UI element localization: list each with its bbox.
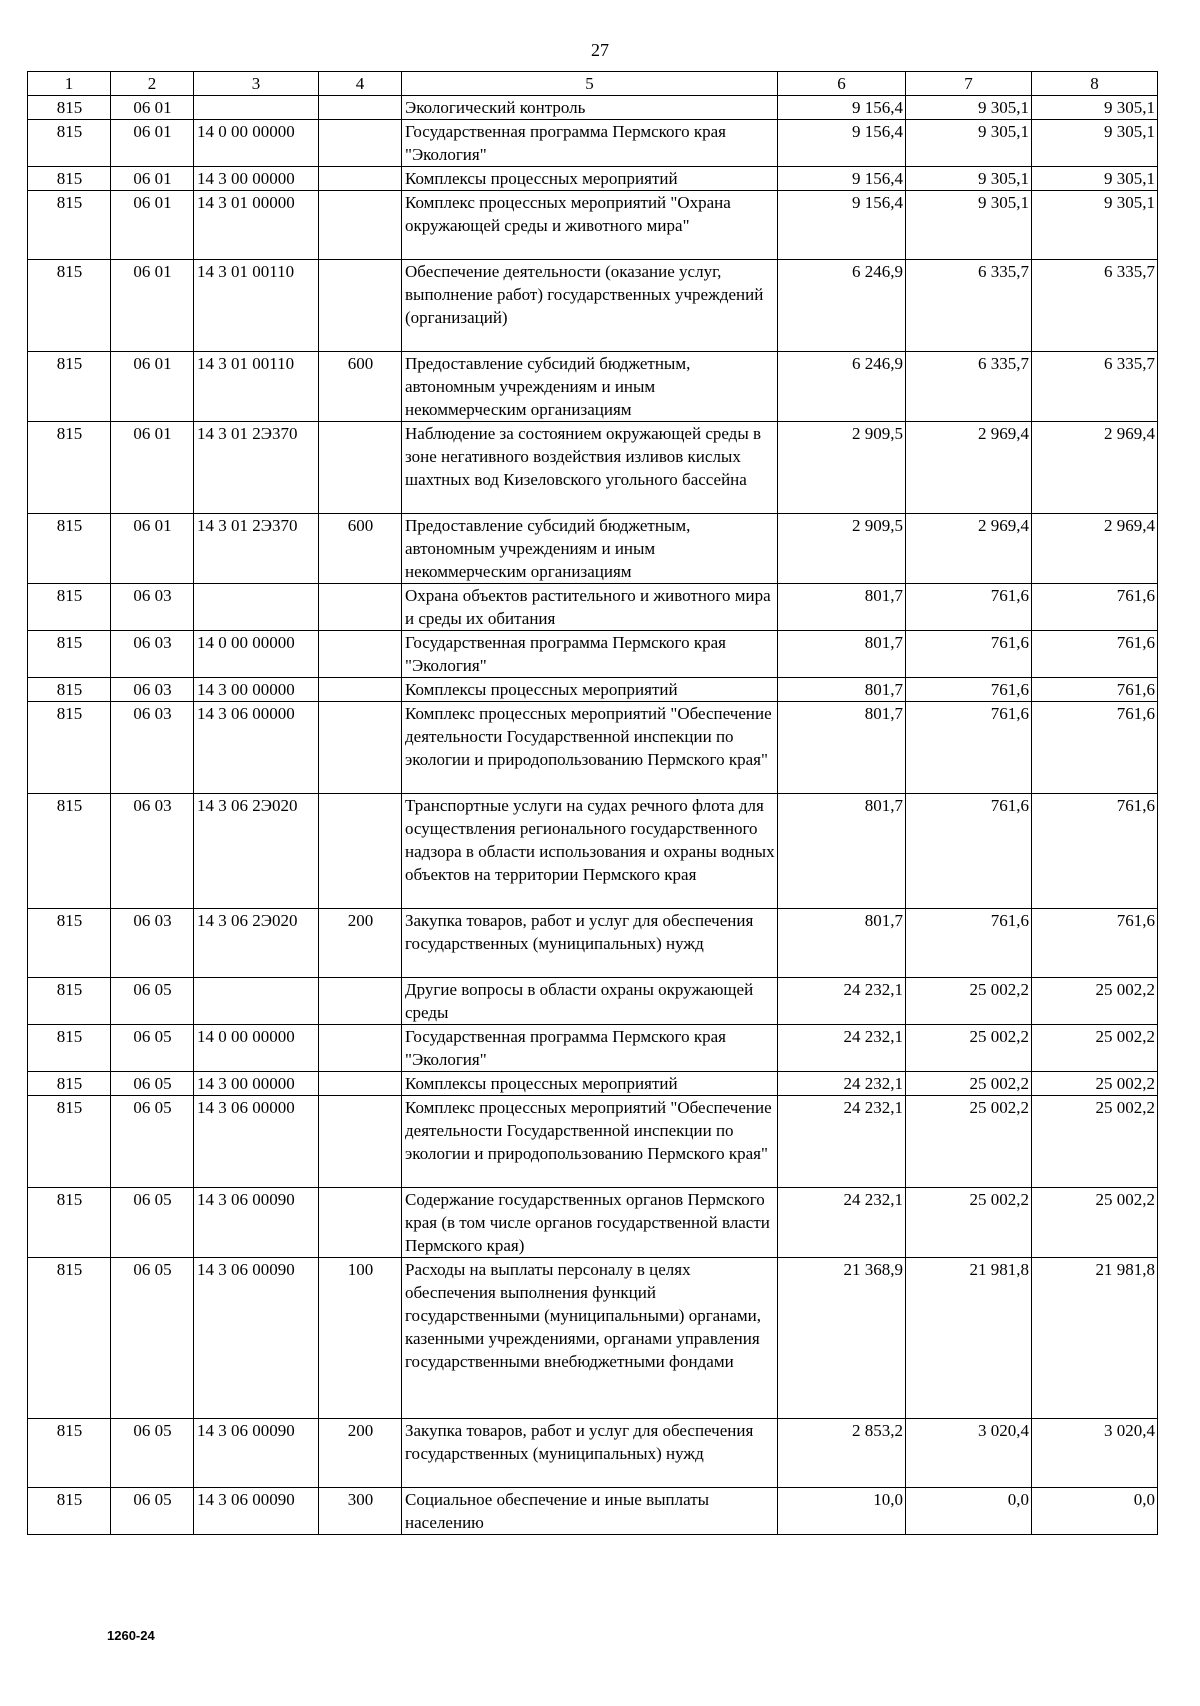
- section-code-cell: 06 03: [111, 702, 194, 794]
- description-cell: Предоставление субсидий бюджетным, автономным учреждениям и иным некоммерческим организациям: [402, 514, 778, 584]
- kvsr-code-cell: 815: [28, 1488, 111, 1535]
- column-header-8: 8: [1032, 72, 1158, 96]
- table-row: [28, 422, 1158, 514]
- amount-year2-cell: 2 969,4: [906, 514, 1032, 584]
- amount-year3-cell: 761,6: [1032, 631, 1158, 678]
- amount-year3-cell: 9 305,1: [1032, 191, 1158, 260]
- amount-year3-cell: 0,0: [1032, 1488, 1158, 1535]
- header-row: [28, 72, 1158, 96]
- expense-type-cell: 200: [319, 1419, 402, 1488]
- description-cell: Комплекс процессных мероприятий "Обеспечение деятельности Государственной инспекции по экологии и природопользованию Пермского края": [402, 702, 778, 794]
- kvsr-code-cell: 815: [28, 1025, 111, 1072]
- section-code-cell: 06 05: [111, 1488, 194, 1535]
- amount-year2-cell: 25 002,2: [906, 1096, 1032, 1188]
- table-row: [28, 1096, 1158, 1188]
- amount-year1-cell: 801,7: [778, 631, 906, 678]
- table-row: [28, 678, 1158, 702]
- section-code-cell: 06 03: [111, 584, 194, 631]
- kvsr-code-cell: 815: [28, 702, 111, 794]
- expense-type-cell: [319, 167, 402, 191]
- amount-year1-cell: 9 156,4: [778, 96, 906, 120]
- target-article-cell: 14 3 06 00090: [194, 1488, 319, 1535]
- kvsr-code-cell: 815: [28, 978, 111, 1025]
- description-cell: Содержание государственных органов Пермского края (в том числе органов государственной власти Пермского края): [402, 1188, 778, 1258]
- description-cell: Обеспечение деятельности (оказание услуг, выполнение работ) государственных учреждений (организаций): [402, 260, 778, 352]
- section-code-cell: 06 03: [111, 631, 194, 678]
- kvsr-code-cell: 815: [28, 909, 111, 978]
- expense-type-cell: [319, 1188, 402, 1258]
- amount-year2-cell: 25 002,2: [906, 1072, 1032, 1096]
- amount-year2-cell: 9 305,1: [906, 167, 1032, 191]
- section-code-cell: 06 05: [111, 1419, 194, 1488]
- amount-year1-cell: 801,7: [778, 794, 906, 909]
- amount-year2-cell: 6 335,7: [906, 352, 1032, 422]
- expense-type-cell: [319, 1096, 402, 1188]
- kvsr-code-cell: 815: [28, 191, 111, 260]
- target-article-cell: 14 3 01 2Э370: [194, 514, 319, 584]
- amount-year1-cell: 9 156,4: [778, 120, 906, 167]
- table-row: [28, 1488, 1158, 1535]
- table-row: [28, 191, 1158, 260]
- kvsr-code-cell: 815: [28, 120, 111, 167]
- description-cell: Комплекс процессных мероприятий "Обеспечение деятельности Государственной инспекции по экологии и природопользованию Пермского края": [402, 1096, 778, 1188]
- column-header-1: 1: [28, 72, 111, 96]
- kvsr-code-cell: 815: [28, 1072, 111, 1096]
- table-row: [28, 120, 1158, 167]
- table-row: [28, 631, 1158, 678]
- table-row: [28, 702, 1158, 794]
- amount-year3-cell: 761,6: [1032, 909, 1158, 978]
- amount-year2-cell: 2 969,4: [906, 422, 1032, 514]
- kvsr-code-cell: 815: [28, 1258, 111, 1419]
- expense-type-cell: [319, 678, 402, 702]
- table-row: [28, 1072, 1158, 1096]
- amount-year1-cell: 24 232,1: [778, 1096, 906, 1188]
- expense-type-cell: [319, 96, 402, 120]
- section-code-cell: 06 01: [111, 422, 194, 514]
- section-code-cell: 06 01: [111, 167, 194, 191]
- table-row: [28, 1025, 1158, 1072]
- description-cell: Комплексы процессных мероприятий: [402, 678, 778, 702]
- expense-type-cell: [319, 631, 402, 678]
- amount-year3-cell: 761,6: [1032, 678, 1158, 702]
- table-body: [28, 96, 1158, 1535]
- expense-type-cell: [319, 191, 402, 260]
- kvsr-code-cell: 815: [28, 514, 111, 584]
- description-cell: Охрана объектов растительного и животного мира и среды их обитания: [402, 584, 778, 631]
- amount-year3-cell: 25 002,2: [1032, 1025, 1158, 1072]
- amount-year2-cell: 761,6: [906, 631, 1032, 678]
- kvsr-code-cell: 815: [28, 422, 111, 514]
- amount-year2-cell: 25 002,2: [906, 1025, 1032, 1072]
- amount-year3-cell: 6 335,7: [1032, 352, 1158, 422]
- kvsr-code-cell: 815: [28, 260, 111, 352]
- target-article-cell: [194, 978, 319, 1025]
- table-row: [28, 794, 1158, 909]
- expense-type-cell: [319, 702, 402, 794]
- kvsr-code-cell: 815: [28, 631, 111, 678]
- column-header-4: 4: [319, 72, 402, 96]
- target-article-cell: 14 3 01 2Э370: [194, 422, 319, 514]
- section-code-cell: 06 03: [111, 678, 194, 702]
- amount-year1-cell: 21 368,9: [778, 1258, 906, 1419]
- expense-type-cell: [319, 120, 402, 167]
- column-header-7: 7: [906, 72, 1032, 96]
- amount-year3-cell: 25 002,2: [1032, 1188, 1158, 1258]
- amount-year3-cell: 3 020,4: [1032, 1419, 1158, 1488]
- description-cell: Предоставление субсидий бюджетным, автономным учреждениям и иным некоммерческим организациям: [402, 352, 778, 422]
- description-cell: Закупка товаров, работ и услуг для обеспечения государственных (муниципальных) нужд: [402, 1419, 778, 1488]
- expense-type-cell: 300: [319, 1488, 402, 1535]
- amount-year3-cell: 25 002,2: [1032, 1072, 1158, 1096]
- amount-year1-cell: 24 232,1: [778, 1072, 906, 1096]
- target-article-cell: 14 3 06 2Э020: [194, 909, 319, 978]
- amount-year3-cell: 21 981,8: [1032, 1258, 1158, 1419]
- table-row: [28, 352, 1158, 422]
- expense-type-cell: [319, 584, 402, 631]
- column-header-5: 5: [402, 72, 778, 96]
- budget-table: [27, 71, 1158, 1535]
- amount-year2-cell: 3 020,4: [906, 1419, 1032, 1488]
- column-header-2: 2: [111, 72, 194, 96]
- target-article-cell: 14 0 00 00000: [194, 120, 319, 167]
- target-article-cell: 14 0 00 00000: [194, 631, 319, 678]
- amount-year3-cell: 761,6: [1032, 584, 1158, 631]
- description-cell: Государственная программа Пермского края "Экология": [402, 1025, 778, 1072]
- amount-year1-cell: 9 156,4: [778, 191, 906, 260]
- amount-year1-cell: 6 246,9: [778, 260, 906, 352]
- target-article-cell: 14 3 01 00000: [194, 191, 319, 260]
- target-article-cell: 14 3 00 00000: [194, 1072, 319, 1096]
- section-code-cell: 06 05: [111, 1188, 194, 1258]
- section-code-cell: 06 05: [111, 1096, 194, 1188]
- expense-type-cell: [319, 1072, 402, 1096]
- target-article-cell: 14 3 06 00090: [194, 1188, 319, 1258]
- expense-type-cell: [319, 1025, 402, 1072]
- section-code-cell: 06 05: [111, 1072, 194, 1096]
- section-code-cell: 06 01: [111, 96, 194, 120]
- expense-type-cell: 200: [319, 909, 402, 978]
- target-article-cell: [194, 584, 319, 631]
- table-row: [28, 96, 1158, 120]
- section-code-cell: 06 05: [111, 1025, 194, 1072]
- target-article-cell: 14 3 01 00110: [194, 352, 319, 422]
- amount-year3-cell: 761,6: [1032, 794, 1158, 909]
- section-code-cell: 06 01: [111, 260, 194, 352]
- section-code-cell: 06 05: [111, 978, 194, 1025]
- kvsr-code-cell: 815: [28, 1188, 111, 1258]
- table-row: [28, 978, 1158, 1025]
- expense-type-cell: 600: [319, 514, 402, 584]
- amount-year3-cell: 25 002,2: [1032, 1096, 1158, 1188]
- kvsr-code-cell: 815: [28, 1096, 111, 1188]
- amount-year3-cell: 9 305,1: [1032, 167, 1158, 191]
- amount-year1-cell: 2 909,5: [778, 422, 906, 514]
- description-cell: Наблюдение за состоянием окружающей среды в зоне негативного воздействия изливов кислых шахтных вод Кизеловского угольного бассейна: [402, 422, 778, 514]
- amount-year2-cell: 761,6: [906, 702, 1032, 794]
- description-cell: Комплекс процессных мероприятий "Охрана окружающей среды и животного мира": [402, 191, 778, 260]
- amount-year1-cell: 2 853,2: [778, 1419, 906, 1488]
- table-row: [28, 584, 1158, 631]
- column-header-6: 6: [778, 72, 906, 96]
- amount-year2-cell: 21 981,8: [906, 1258, 1032, 1419]
- section-code-cell: 06 03: [111, 909, 194, 978]
- description-cell: Комплексы процессных мероприятий: [402, 1072, 778, 1096]
- kvsr-code-cell: 815: [28, 167, 111, 191]
- amount-year2-cell: 9 305,1: [906, 96, 1032, 120]
- amount-year2-cell: 25 002,2: [906, 978, 1032, 1025]
- section-code-cell: 06 03: [111, 794, 194, 909]
- amount-year2-cell: 6 335,7: [906, 260, 1032, 352]
- target-article-cell: 14 3 01 00110: [194, 260, 319, 352]
- table-row: [28, 1419, 1158, 1488]
- table-row: [28, 1258, 1158, 1419]
- section-code-cell: 06 01: [111, 352, 194, 422]
- amount-year1-cell: 2 909,5: [778, 514, 906, 584]
- description-cell: Другие вопросы в области охраны окружающей среды: [402, 978, 778, 1025]
- kvsr-code-cell: 815: [28, 678, 111, 702]
- amount-year2-cell: 761,6: [906, 794, 1032, 909]
- amount-year2-cell: 9 305,1: [906, 191, 1032, 260]
- amount-year1-cell: 6 246,9: [778, 352, 906, 422]
- section-code-cell: 06 01: [111, 191, 194, 260]
- amount-year1-cell: 801,7: [778, 584, 906, 631]
- table-row: [28, 909, 1158, 978]
- target-article-cell: 14 3 06 2Э020: [194, 794, 319, 909]
- amount-year2-cell: 761,6: [906, 584, 1032, 631]
- amount-year3-cell: 9 305,1: [1032, 120, 1158, 167]
- table-row: [28, 167, 1158, 191]
- amount-year1-cell: 801,7: [778, 678, 906, 702]
- description-cell: Транспортные услуги на судах речного флота для осуществления регионального государственного надзора в области использования и охраны водных объектов на территории Пермского края: [402, 794, 778, 909]
- description-cell: Закупка товаров, работ и услуг для обеспечения государственных (муниципальных) нужд: [402, 909, 778, 978]
- amount-year3-cell: 9 305,1: [1032, 96, 1158, 120]
- kvsr-code-cell: 815: [28, 584, 111, 631]
- kvsr-code-cell: 815: [28, 1419, 111, 1488]
- description-cell: Социальное обеспечение и иные выплаты населению: [402, 1488, 778, 1535]
- target-article-cell: 14 0 00 00000: [194, 1025, 319, 1072]
- page-number: 27: [591, 40, 609, 60]
- target-article-cell: 14 3 06 00090: [194, 1258, 319, 1419]
- amount-year2-cell: 761,6: [906, 909, 1032, 978]
- section-code-cell: 06 05: [111, 1258, 194, 1419]
- expense-type-cell: 100: [319, 1258, 402, 1419]
- document-code: 1260-24: [107, 1628, 155, 1643]
- amount-year2-cell: 25 002,2: [906, 1188, 1032, 1258]
- section-code-cell: 06 01: [111, 120, 194, 167]
- amount-year3-cell: 6 335,7: [1032, 260, 1158, 352]
- amount-year2-cell: 0,0: [906, 1488, 1032, 1535]
- target-article-cell: 14 3 06 00000: [194, 702, 319, 794]
- table-row: [28, 514, 1158, 584]
- table-row: [28, 1188, 1158, 1258]
- column-header-3: 3: [194, 72, 319, 96]
- description-cell: Комплексы процессных мероприятий: [402, 167, 778, 191]
- amount-year1-cell: 9 156,4: [778, 167, 906, 191]
- amount-year1-cell: 801,7: [778, 909, 906, 978]
- table-row: [28, 260, 1158, 352]
- section-code-cell: 06 01: [111, 514, 194, 584]
- description-cell: Государственная программа Пермского края "Экология": [402, 631, 778, 678]
- amount-year1-cell: 10,0: [778, 1488, 906, 1535]
- target-article-cell: 14 3 06 00090: [194, 1419, 319, 1488]
- expense-type-cell: 600: [319, 352, 402, 422]
- target-article-cell: 14 3 00 00000: [194, 678, 319, 702]
- amount-year3-cell: 25 002,2: [1032, 978, 1158, 1025]
- expense-type-cell: [319, 794, 402, 909]
- description-cell: Государственная программа Пермского края "Экология": [402, 120, 778, 167]
- description-cell: Расходы на выплаты персоналу в целях обеспечения выполнения функций государственными (муниципальными) органами, казенными учреждениями, органами управления государственными внебюджетными фондами: [402, 1258, 778, 1419]
- expense-type-cell: [319, 422, 402, 514]
- kvsr-code-cell: 815: [28, 96, 111, 120]
- amount-year1-cell: 24 232,1: [778, 978, 906, 1025]
- kvsr-code-cell: 815: [28, 352, 111, 422]
- description-cell: Экологический контроль: [402, 96, 778, 120]
- amount-year3-cell: 2 969,4: [1032, 514, 1158, 584]
- kvsr-code-cell: 815: [28, 794, 111, 909]
- amount-year2-cell: 761,6: [906, 678, 1032, 702]
- amount-year3-cell: 2 969,4: [1032, 422, 1158, 514]
- expense-type-cell: [319, 978, 402, 1025]
- amount-year2-cell: 9 305,1: [906, 120, 1032, 167]
- target-article-cell: [194, 96, 319, 120]
- target-article-cell: 14 3 00 00000: [194, 167, 319, 191]
- amount-year1-cell: 801,7: [778, 702, 906, 794]
- amount-year3-cell: 761,6: [1032, 702, 1158, 794]
- amount-year1-cell: 24 232,1: [778, 1025, 906, 1072]
- target-article-cell: 14 3 06 00000: [194, 1096, 319, 1188]
- amount-year1-cell: 24 232,1: [778, 1188, 906, 1258]
- expense-type-cell: [319, 260, 402, 352]
